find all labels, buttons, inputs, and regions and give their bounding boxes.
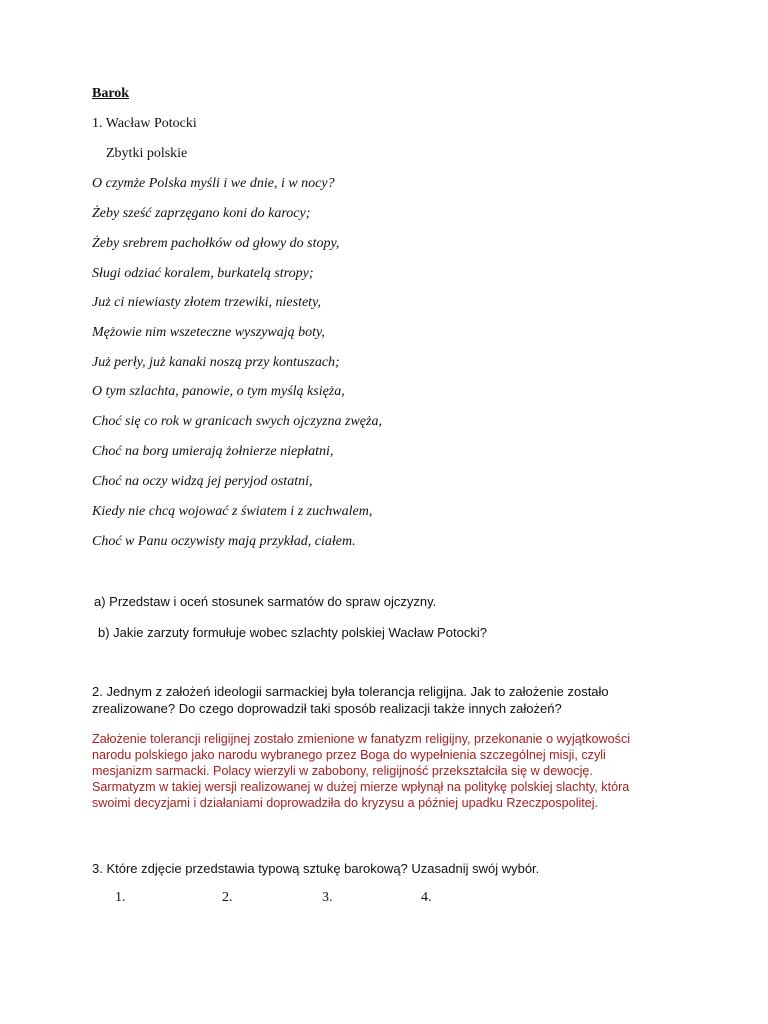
image-number: 3. (322, 890, 333, 905)
question-a: a) Przedstaw i oceń stosunek sarmatów do spraw ojczyzny. (94, 594, 437, 609)
author-heading: 1. Wacław Potocki (92, 116, 197, 131)
poem-line: Choć na oczy widzą jej peryjod ostatni, (92, 474, 313, 489)
poem-line: O tym szlachta, panowie, o tym myślą księża, (92, 384, 345, 399)
answer-line: swoimi decyzjami i działaniami doprowadziła do kryzysu a później upadku Rzeczpospolitej. (92, 796, 599, 810)
poem-line: Żeby srebrem pachołków od głowy do stopy, (92, 236, 340, 251)
section-title: Barok (92, 86, 130, 101)
answer-line: Sarmatyzm w takiej wersji realizowanej w dużej mierze wpłynął na politykę polskiej slachty, która (92, 780, 630, 794)
poem-line: Kiedy nie chcą wojować z światem i z zuchwalem, (92, 504, 373, 519)
poem-line: Już ci niewiasty złotem trzewiki, niestety, (92, 295, 322, 310)
question-3: 3. Które zdjęcie przedstawia typową sztukę barokową? Uzasadnij swój wybór. (92, 861, 540, 876)
poem-line: O czymże Polska myśli i we dnie, i w nocy? (92, 176, 335, 191)
answer-2 (92, 731, 672, 811)
poem-line: Żeby sześć zaprzęgano koni do karocy; (92, 206, 311, 221)
poem-line: Choć się co rok w granicach swych ojczyzna zwęża, (92, 414, 382, 429)
answer-line: narodu polskiego jako narodu wybranego przez Boga do wypełnienia szczególnej misji, czyli (92, 748, 606, 762)
poem-line: Choć w Panu oczywisty mają przykład, ciałem. (92, 534, 356, 549)
poem-line: Mężowie nim wszeteczne wyszywają boty, (92, 325, 325, 340)
poem-line: Choć na borg umierają żołnierze niepłatni, (92, 444, 334, 459)
poem-title: Zbytki polskie (106, 146, 188, 161)
poem-line: Sługi odziać koralem, burkatelą stropy; (92, 266, 314, 281)
answer-line: Założenie tolerancji religijnej zostało zmienione w fanatyzm religijny, przekonanie o wyjątkowości (92, 732, 631, 746)
question-2-line: zrealizowane? Do czego doprowadził taki sposób realizacji także innych założeń? (92, 701, 562, 716)
image-number: 2. (222, 890, 233, 905)
question-b: b) Jakie zarzuty formułuje wobec szlachty polskiej Wacław Potocki? (98, 625, 487, 640)
question-2-line: 2. Jednym z założeń ideologii sarmackiej była tolerancja religijna. Jak to założenie zostało (92, 684, 609, 699)
image-numbers (0, 890, 768, 908)
answer-line: mesjanizm sarmacki. Polacy wierzyli w zabobony, religijność przekształciła się w dewocję. (92, 764, 593, 778)
image-number: 1. (115, 890, 126, 905)
poem-line: Już perły, już kanaki noszą przy kontuszach; (92, 355, 340, 370)
image-number: 4. (421, 890, 432, 905)
